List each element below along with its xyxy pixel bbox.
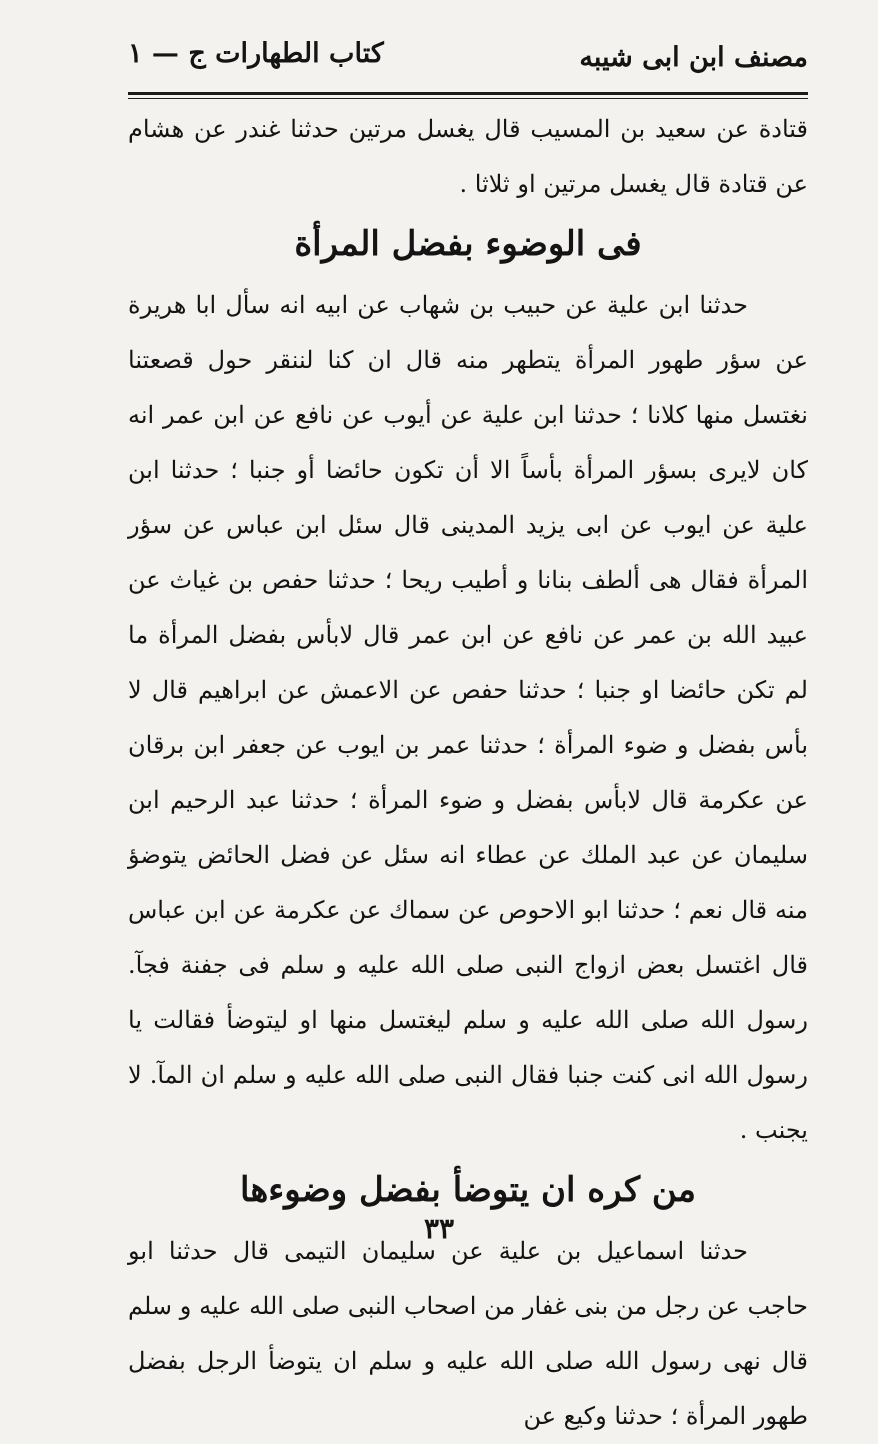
chapter-heading: من كره ان يتوضأ بفضل وضوءها bbox=[240, 1170, 696, 1210]
book-title: مصنف ابن ابى شيبه bbox=[579, 42, 808, 73]
header-rule-thin bbox=[128, 98, 808, 99]
section-title: كتاب الطهارات ج — ١ bbox=[128, 38, 384, 69]
hadith-paragraph: حدثنا اسماعيل بن علية عن سليمان التيمى قال حدثنا ابو حاجب عن رجل من بنى غفار من اصحاب النبى صلى الله عليه و سلم قال نهى رسول الله صلى الله عليه و سلم ان يتوضأ الرجل بفضل طهور المرأة ؛ حدثنا وكيع عن bbox=[128, 1237, 808, 1430]
page-number: ٣٣ bbox=[423, 1212, 455, 1245]
header-rule-thick bbox=[128, 92, 808, 95]
hadith-paragraph: حدثنا ابن علية عن حبيب بن شهاب عن ابيه انه سأل ابا هريرة عن سؤر طهور المرأة يتطهر منه قال ان كنا لننقر حول قصعتنا نغتسل منها كلانا ؛ حدثنا ابن علية عن أيوب عن نافع عن ابن عمر انه كان لايرى بسؤر المرأة بأساً الا أن تكون حائضا أو جنبا ؛ حدثنا ابن علية عن ايوب عن ابى يزيد المدينى قال سئل ابن عباس عن سؤر المرأة فقال هى ألطف بنانا و أطيب ريحا ؛ حدثنا حفص بن غياث عن عبيد الله بن عمر عن نافع عن ابن عمر قال لابأس بفضل المرأة ما لم تكن حائضا او جنبا ؛ حدثنا حفص عن الاعمش عن ابراهيم قال لا بأس بفضل و ضوء المرأة ؛ حدثنا عمر بن ايوب عن جعفر ابن برقان عن عكرمة قال لابأس بفضل و ضوء المرأة ؛ حدثنا عبد الرحيم ابن سليمان عن عبد الملك عن عطاء انه سئل عن فضل الحائض يتوضؤ منه قال نعم ؛ حدثنا ابو الاحوص عن سماك عن عكرمة عن ابن عباس قال اغتسل بعض ازواج النبى صلى الله عليه و سلم فى جفنة فجآ. رسول الله صلى الله عليه و سلم ليغتسل منها او ليتوضأ فقالت يا رسول الله انى كنت جنبا فقال النبى صلى الله عليه و سلم ان المآ. لا يجنب . bbox=[128, 291, 809, 1144]
chapter-heading: فى الوضوء بفضل المرأة bbox=[294, 224, 642, 264]
continuation-paragraph: قتادة عن سعيد بن المسيب قال يغسل مرتين حدثنا غندر عن هشام عن قتادة قال يغسل مرتين او ثلاثا . bbox=[128, 115, 808, 198]
running-header bbox=[128, 36, 808, 86]
